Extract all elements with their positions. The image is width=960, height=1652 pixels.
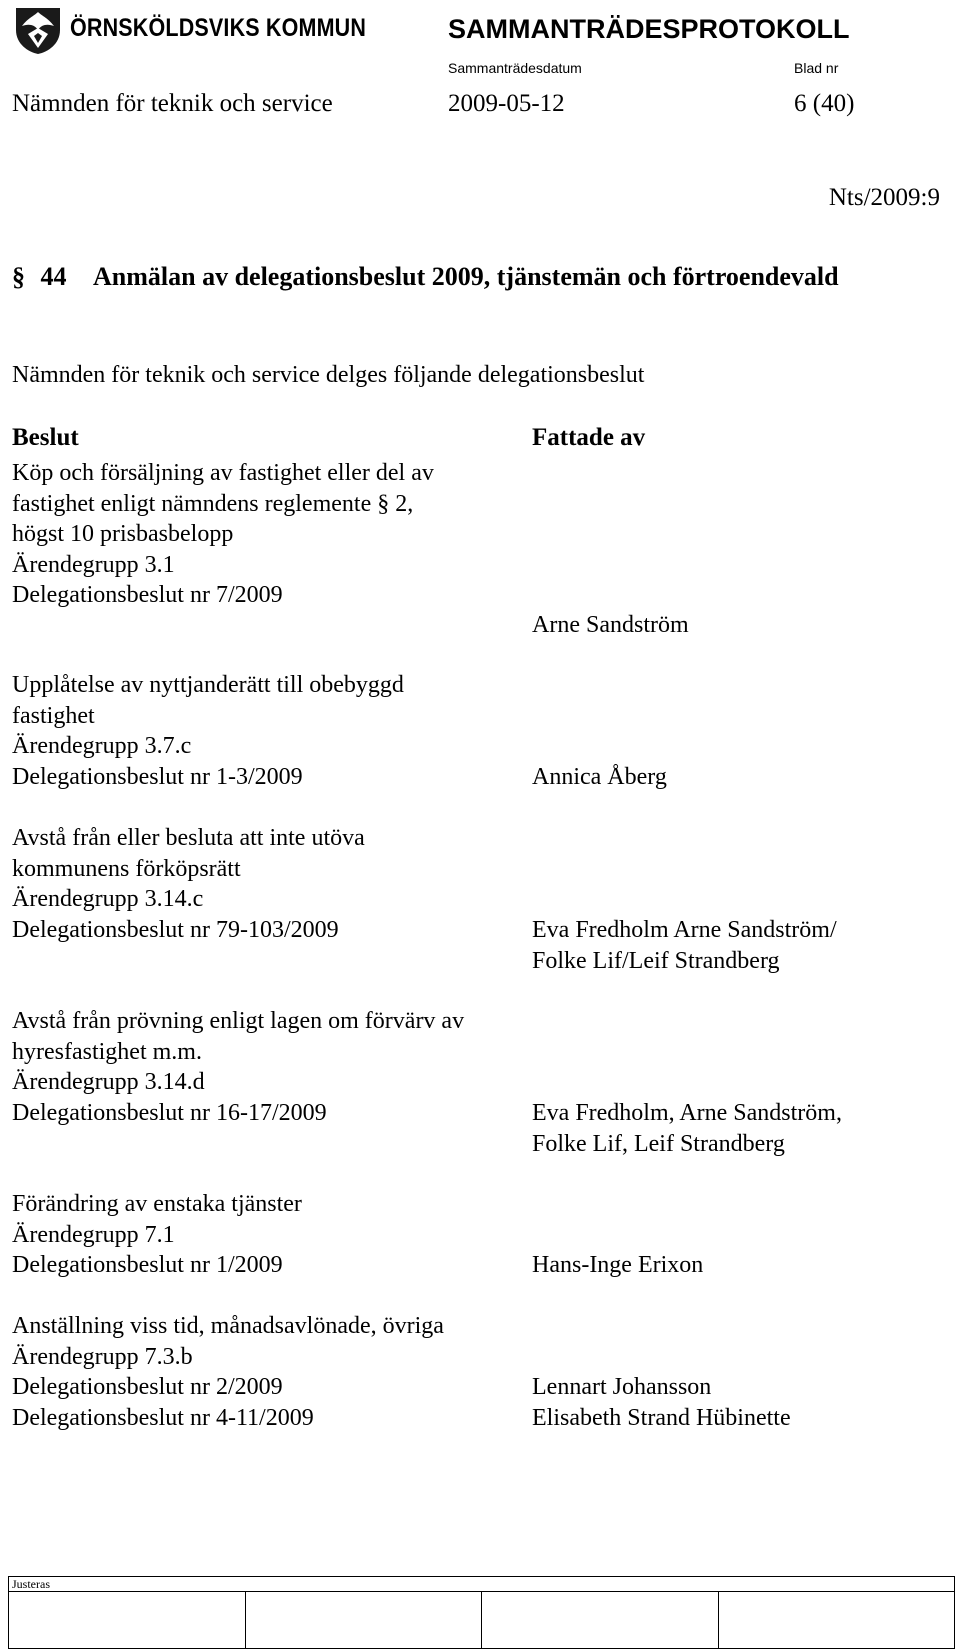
decided-by-line: Eva Fredholm, Arne Sandström, (532, 1100, 842, 1126)
decision-line: Delegationsbeslut nr 16-17/2009 (12, 1099, 327, 1126)
section-mark: § (12, 262, 25, 291)
decided-by-line: Hans-Inge Erixon (532, 1252, 704, 1278)
decision-item (12, 670, 404, 792)
page-number-label: Blad nr (794, 60, 839, 76)
decided-by-line: Arne Sandström (532, 612, 689, 638)
signature-cell (9, 1592, 246, 1649)
section-number: 44 (40, 262, 67, 291)
decided-by (532, 1098, 842, 1159)
signature-cell (718, 1592, 955, 1649)
decision-line: Ärendegrupp 3.7.c (12, 733, 192, 759)
page-number: 6 (40) (794, 90, 855, 117)
decision-item (12, 1189, 302, 1281)
decided-by-line: Eva Fredholm Arne Sandström/ (532, 917, 837, 943)
board-name: Nämnden för teknik och service (12, 90, 333, 117)
signature-cell (482, 1592, 719, 1649)
decision-line: Delegationsbeslut nr 2/2009 (12, 1374, 283, 1400)
decision-line: Delegationsbeslut nr 79-103/2009 (12, 916, 339, 943)
decided-by (532, 762, 667, 793)
decided-by-line: Folke Lif/Leif Strandberg (532, 947, 780, 974)
decision-line: Delegationsbeslut nr 1/2009 (12, 1252, 283, 1278)
decision-line: kommunens förköpsrätt (12, 855, 241, 882)
decision-line: Köp och försäljning av fastighet eller del av (12, 460, 434, 486)
decision-line: Ärendegrupp 7.1 (12, 1221, 175, 1248)
decision-line: Delegationsbeslut nr 7/2009 (12, 582, 283, 608)
decided-by (532, 610, 689, 641)
decided-by (532, 1372, 791, 1433)
decision-line: Avstå från prövning enligt lagen om förvärv av (12, 1008, 465, 1034)
municipality-logo (12, 4, 64, 56)
decision-line: Ärendegrupp 3.14.c (12, 886, 204, 912)
decision-line: Förändring av enstaka tjänster (12, 1191, 302, 1217)
decision-line: fastighet (12, 702, 95, 729)
section-title (12, 262, 839, 292)
decision-item (12, 458, 434, 611)
justeras-label: Justeras (12, 1577, 50, 1591)
decision-line: Delegationsbeslut nr 4-11/2009 (12, 1404, 314, 1431)
decision-line: Ärendegrupp 3.14.d (12, 1069, 205, 1095)
decision-line: Anställning viss tid, månadsavlönade, övriga (12, 1313, 444, 1339)
decided-by-line: Elisabeth Strand Hübinette (532, 1404, 791, 1431)
column-heading-decision: Beslut (12, 424, 79, 451)
decision-item (12, 1311, 444, 1433)
decision-item (12, 823, 365, 945)
case-number: Nts/2009:9 (828, 184, 940, 211)
decided-by-line: Lennart Johansson (532, 1374, 712, 1400)
decision-line: Delegationsbeslut nr 1-3/2009 (12, 763, 303, 790)
decision-line: Upplåtelse av nyttjanderätt till obebyggd (12, 672, 404, 698)
decided-by (532, 915, 837, 976)
decision-line: hyresfastighet m.m. (12, 1038, 202, 1065)
intro-text: Nämnden för teknik och service delges följande delegationsbeslut (12, 362, 645, 388)
decision-line: högst 10 prisbasbelopp (12, 521, 234, 547)
meeting-date: 2009-05-12 (448, 90, 565, 117)
justeras-label-cell (9, 1577, 955, 1592)
document-type: SAMMANTRÄDESPROTOKOLL (448, 14, 850, 44)
decision-line: fastighet enligt nämndens reglemente § 2, (12, 490, 414, 517)
signature-cell (245, 1592, 482, 1649)
decision-item (12, 1006, 464, 1128)
decided-by (532, 1250, 703, 1281)
decision-line: Ärendegrupp 3.1 (12, 551, 175, 578)
decided-by-line: Annica Åberg (532, 764, 667, 790)
justeras-signature-table (8, 1576, 955, 1649)
decision-line: Ärendegrupp 7.3.b (12, 1343, 193, 1370)
decided-by-line: Folke Lif, Leif Strandberg (532, 1130, 785, 1157)
section-heading: Anmälan av delegationsbeslut 2009, tjänstemän och förtroendevald (93, 262, 839, 291)
meeting-date-label: Sammanträdesdatum (448, 60, 582, 76)
organization-name: ÖRNSKÖLDSVIKS KOMMUN (70, 14, 367, 42)
column-heading-decided-by: Fattade av (532, 424, 646, 451)
decision-line: Avstå från eller besluta att inte utöva (12, 825, 365, 851)
